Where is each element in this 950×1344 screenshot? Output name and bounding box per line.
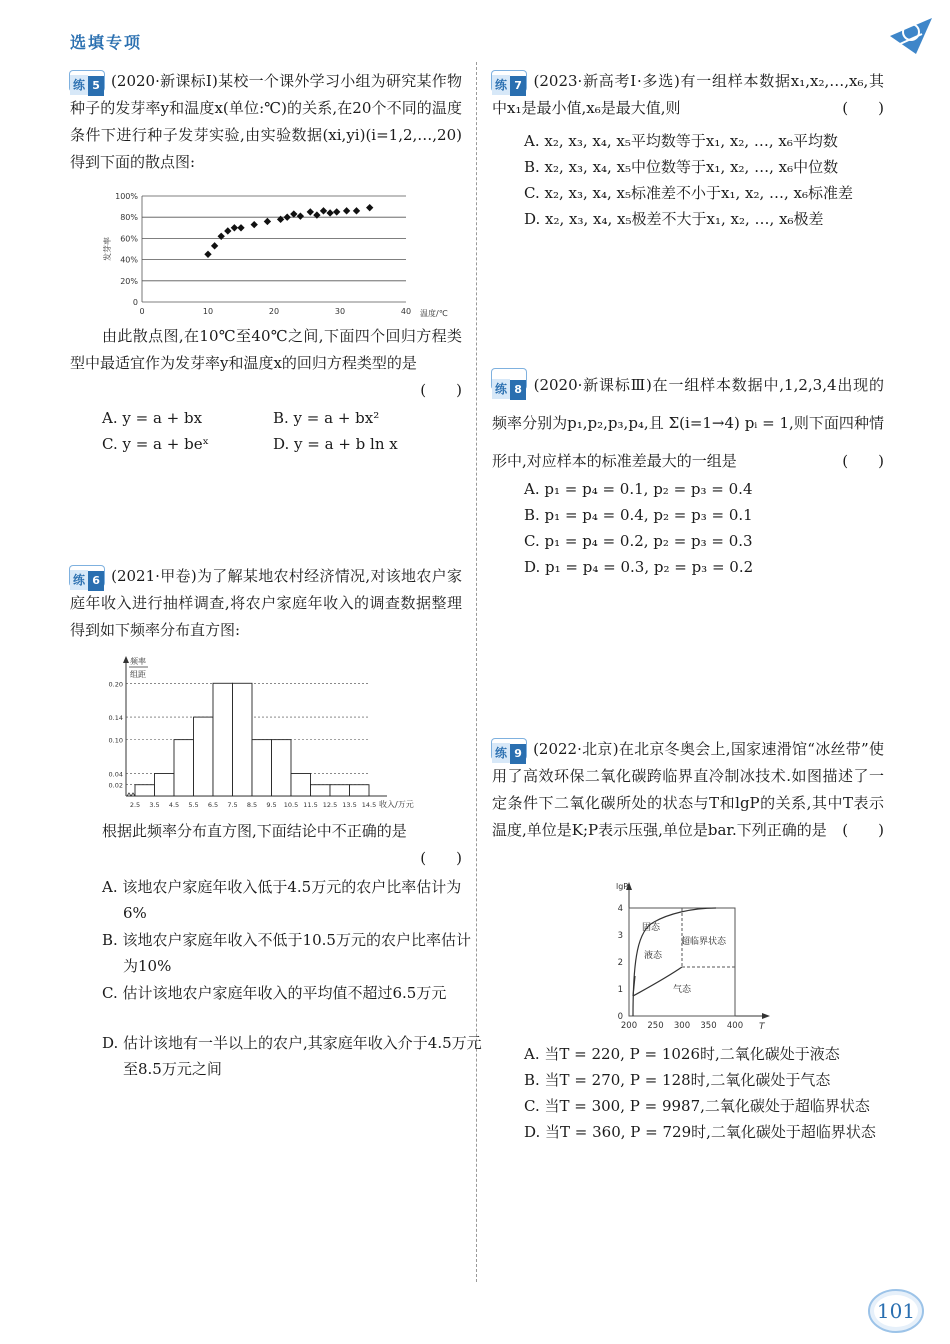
histogram-bar (135, 785, 155, 796)
option-c[interactable]: C. 估计该地农户家庭年收入的平均值不超过6.5万元 (102, 984, 447, 1002)
question-badge: 练 5 (70, 71, 104, 91)
x-tick-label: 2.5 (129, 801, 141, 809)
scatter-point (366, 204, 373, 211)
y-tick-label: 40% (120, 255, 138, 265)
question-8-text: (2020·新课标Ⅲ)在一组样本数据中,1,2,3,4出现的频率分别为p₁,p₂,p₃,p₄,且 Σ(i=1→4) pᵢ = 1,则下面四种情形中,对应样本的标准差最大的一组是 (492, 376, 884, 470)
region-supercritical-label: 超临界状态 (681, 937, 727, 947)
x-tick-label: 9.5 (266, 801, 277, 809)
x-axis-arrow-icon (762, 1013, 770, 1019)
histogram-bar (252, 740, 272, 796)
question-8 (492, 366, 884, 480)
option-d[interactable]: D. y = a + b ln x (273, 435, 398, 453)
phase-diagram (596, 878, 781, 1038)
x-tick-label: 350 (700, 1021, 717, 1031)
option-a[interactable]: A. x₂, x₃, x₄, x₅平均数等于x₁, x₂, …, x₆平均数 (524, 132, 838, 150)
scatter-point (320, 207, 327, 214)
option-b[interactable]: B. 当T = 270, P = 128时,二氧化碳处于气态 (524, 1071, 831, 1089)
y-tick-label: 20% (120, 276, 138, 286)
scatter-point (224, 227, 231, 234)
y-tick-label: 4 (617, 904, 623, 914)
y-tick-label: 0.10 (108, 736, 123, 745)
question-badge: 练 7 (492, 71, 526, 91)
option-c[interactable]: C. x₂, x₃, x₄, x₅标准差不小于x₁, x₂, …, x₆标准差 (524, 184, 854, 202)
option-d[interactable]: D. p₁ = p₄ = 0.3, p₂ = p₃ = 0.2 (524, 558, 754, 576)
y-axis-label: lgP (616, 882, 629, 891)
x-tick-label: 10.5 (283, 801, 299, 809)
x-tick-label: 14.5 (361, 801, 377, 809)
scatter-point (218, 233, 225, 240)
scatter-point (297, 212, 304, 219)
histogram-bar (174, 740, 194, 796)
option-a[interactable]: A. 该地农户家庭年收入低于4.5万元的农户比率估计为6% (102, 878, 462, 922)
histogram-bar (291, 773, 311, 796)
histogram-bar (155, 773, 175, 796)
x-tick-label: 13.5 (342, 801, 357, 809)
option-c[interactable]: C. y = a + beˣ (102, 435, 209, 453)
section-title: 选填专项 (70, 33, 143, 52)
x-tick-label: 30 (334, 307, 346, 316)
y-tick-label: 60% (120, 234, 138, 244)
x-tick-label: 7.5 (227, 801, 238, 809)
question-badge: 练 6 (70, 566, 104, 586)
histogram-bar (272, 740, 292, 796)
option-c[interactable]: C. 当T = 300, P = 9987,二氧化碳处于超临界状态 (524, 1097, 870, 1115)
scatter-point (343, 207, 350, 214)
x-tick-label: 8.5 (246, 801, 258, 809)
scatter-point (326, 209, 333, 216)
y-tick-label: 80% (120, 213, 138, 223)
option-b[interactable]: B. p₁ = p₄ = 0.4, p₂ = p₃ = 0.1 (524, 506, 753, 524)
scatter-point (211, 242, 218, 249)
question-5-text: (2020·新课标Ⅰ)某校一个课外学习小组为研究某作物种子的发芽率y和温度x(单位:℃)的关系,在20个不同的温度条件下进行种子发芽实验,由实验数据(xi,yi)(i=1,2,…,20)得到下面的散点图: (70, 72, 462, 171)
option-a[interactable]: A. 当T = 220, P = 1026时,二氧化碳处于液态 (524, 1045, 840, 1063)
scatter-point (204, 251, 211, 258)
x-tick-label: 20 (268, 307, 280, 316)
x-tick-label: 6.5 (207, 801, 219, 809)
histogram-bar (233, 683, 253, 796)
scatter-point (333, 208, 340, 215)
question-7 (492, 68, 884, 122)
histogram-chart (98, 654, 438, 816)
y-tick-label: 1 (617, 985, 623, 995)
y-tick-label: 0.14 (108, 714, 123, 723)
question-7-text: (2023·新高考Ⅰ·多选)有一组样本数据x₁,x₂,…,x₆,其中x₁是最小值,x₆是最大值,则 (492, 72, 884, 117)
question-9-text: (2022·北京)在北京冬奥会上,国家速滑馆“冰丝带”使用了高效环保二氧化碳跨临界直冷制冰技术.如图描述了一定条件下二氧化碳所处的状态与T和lgP的关系,其中T表示温度,单位是K;P表示压强,单位是bar.下列正确的是 (492, 740, 884, 839)
y-tick-label: 2 (617, 958, 623, 968)
question-5 (70, 68, 462, 176)
option-d[interactable]: D. 当T = 360, P = 729时,二氧化碳处于超临界状态 (524, 1123, 876, 1141)
option-b[interactable]: B. 该地农户家庭年收入不低于10.5万元的农户比率估计为10% (102, 931, 471, 975)
scatter-point (290, 210, 297, 217)
answer-parentheses[interactable]: ( ) (420, 381, 462, 399)
x-tick-label: 250 (647, 1021, 664, 1031)
histogram-bar (194, 717, 214, 796)
x-tick-label: 0 (139, 307, 145, 316)
y-axis-label-bottom: 组距 (130, 670, 146, 679)
option-d[interactable]: D. x₂, x₃, x₄, x₅极差不大于x₁, x₂, …, x₆极差 (524, 210, 824, 228)
option-c[interactable]: C. p₁ = p₄ = 0.2, p₂ = p₃ = 0.3 (524, 532, 753, 550)
y-tick-label: 0.20 (108, 680, 123, 689)
region-gas-label: 气态 (673, 985, 692, 995)
x-tick-label: 400 (726, 1021, 744, 1031)
x-tick-label: 40 (400, 307, 412, 316)
scatter-point (353, 207, 360, 214)
histogram-bar (330, 785, 350, 796)
page-number-badge (867, 1288, 925, 1334)
y-tick-label: 100% (115, 192, 138, 201)
page-number: 101 (876, 1299, 916, 1323)
question-6-text: (2021·甲卷)为了解某地农村经济情况,对该地农户家庭年收入进行抽样调查,将农户家庭年收入的调查数据整理得到如下频率分布直方图: (70, 567, 462, 639)
scatter-chart (96, 186, 466, 320)
region-liquid-label: 液态 (644, 951, 663, 961)
scatter-point (277, 216, 284, 223)
y-axis-label: 发芽率 (103, 237, 112, 261)
histogram-bar (311, 785, 331, 796)
question-6-text2: 根据此频率分布直方图,下面结论中不正确的是 (102, 822, 407, 840)
x-tick-label: 3.5 (149, 801, 160, 809)
option-a[interactable]: A. y = a + bx (102, 409, 203, 427)
x-axis-label: 温度/℃ (420, 309, 448, 318)
option-b[interactable]: B. y = a + bx² (273, 409, 380, 427)
y-axis-label-top: 频率 (130, 657, 146, 666)
x-axis-label: T (759, 1022, 765, 1032)
scatter-point (264, 218, 271, 225)
question-badge: 练 8 (492, 369, 526, 389)
histogram-bar (350, 785, 370, 796)
x-tick-label: 4.5 (168, 801, 180, 809)
scatter-point (237, 224, 244, 231)
question-9 (492, 736, 884, 844)
answer-parentheses[interactable]: ( ) (420, 849, 462, 867)
answer-parentheses[interactable]: ( ) (842, 452, 884, 470)
region-solid-label: 固态 (642, 923, 661, 933)
x-axis-label: 收入/万元 (379, 800, 414, 809)
y-tick-label: 3 (617, 931, 623, 941)
scatter-point (284, 214, 291, 221)
question-6-body (70, 818, 462, 872)
column-divider (476, 62, 477, 1282)
y-tick-label: 0.02 (108, 781, 123, 790)
x-tick-label: 300 (673, 1021, 691, 1031)
y-tick-label: 0 (617, 1012, 623, 1022)
question-5-text2: 由此散点图,在10℃至40℃之间,下面四个回归方程类型中最适宜作为发芽率y和温度x的回归方程类型的是 (70, 327, 462, 372)
option-b[interactable]: B. x₂, x₃, x₄, x₅中位数等于x₁, x₂, …, x₆中位数 (524, 158, 839, 176)
x-tick-label: 11.5 (303, 801, 318, 809)
x-tick-label: 10 (202, 307, 214, 316)
answer-parentheses[interactable]: ( ) (842, 99, 884, 117)
scatter-point (313, 211, 320, 218)
scatter-point (251, 221, 258, 228)
x-tick-label: 12.5 (322, 801, 338, 809)
corner-logo-icon (886, 14, 936, 58)
question-badge: 练 9 (492, 739, 526, 759)
option-a[interactable]: A. p₁ = p₄ = 0.1, p₂ = p₃ = 0.4 (524, 480, 753, 498)
y-tick-label: 0.04 (108, 770, 123, 779)
scatter-point (231, 224, 238, 231)
answer-parentheses[interactable]: ( ) (842, 821, 884, 839)
scatter-point (307, 208, 314, 215)
question-5-body (70, 323, 462, 404)
y-tick-label: 0 (132, 298, 138, 307)
x-tick-label: 5.5 (188, 801, 199, 809)
y-axis-arrow-icon (123, 656, 129, 663)
histogram-bar (213, 683, 233, 796)
option-d[interactable]: D. 估计该地有一半以上的农户,其家庭年收入介于4.5万元至8.5万元之间 (102, 1034, 482, 1078)
x-tick-label: 200 (620, 1021, 638, 1031)
question-6 (70, 563, 462, 644)
